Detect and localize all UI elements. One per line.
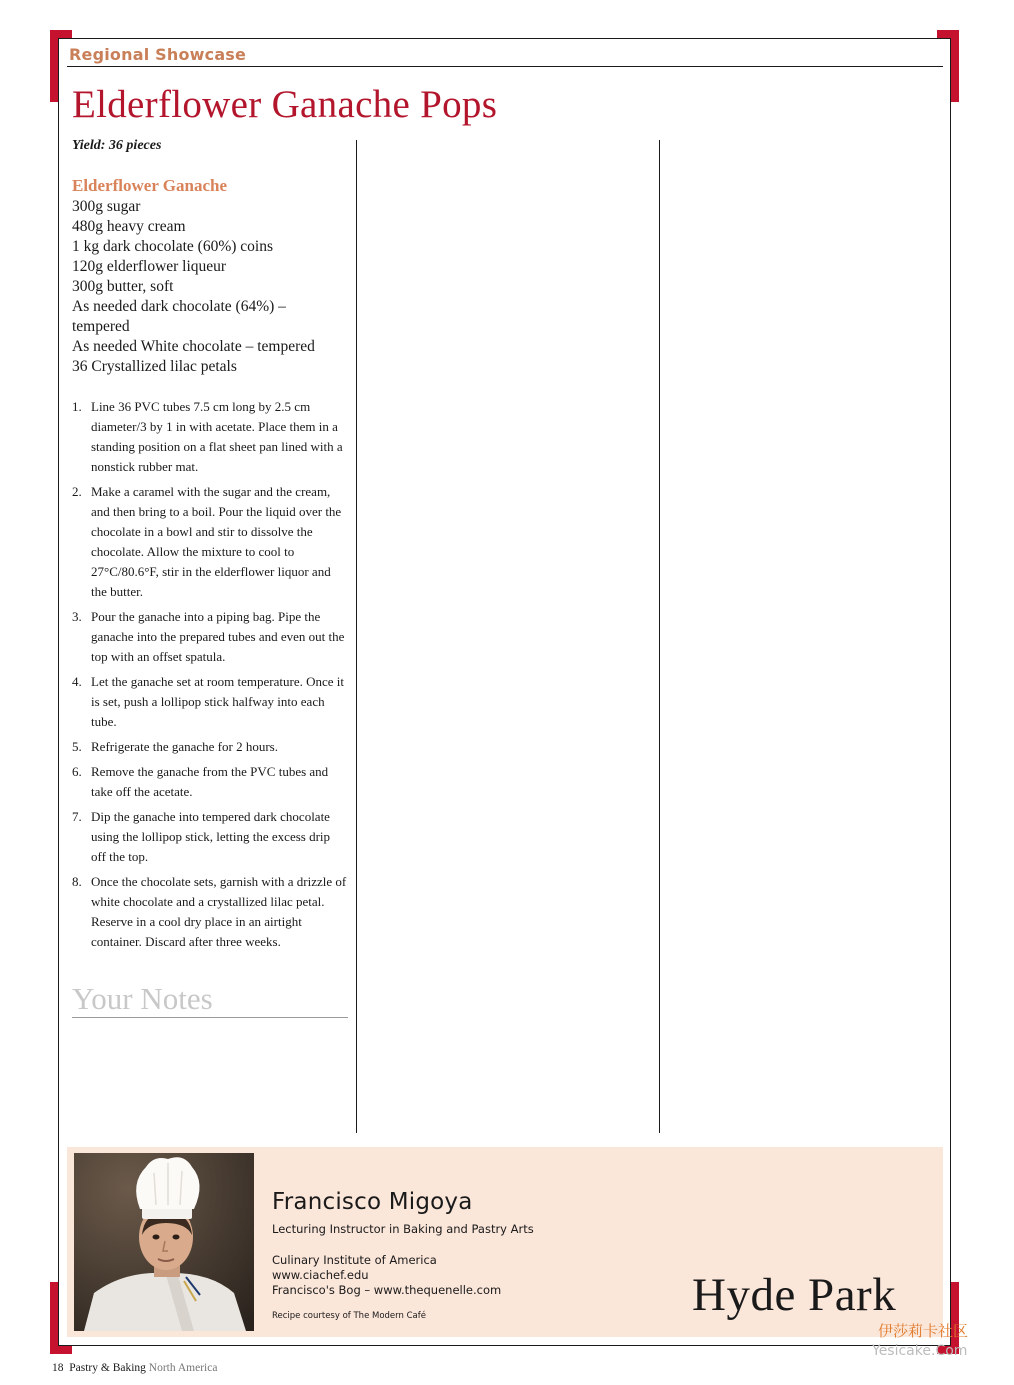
ingredient-item: As needed White chocolate – tempered <box>72 338 315 355</box>
chef-website-link[interactable]: www.ciachef.edu <box>272 1268 369 1282</box>
publication-name: Pastry & Baking <box>69 1362 146 1374</box>
notes-heading: Your Notes <box>72 981 213 1016</box>
ingredient-item: 36 Crystallized lilac petals <box>72 358 237 375</box>
section-label: Regional Showcase <box>69 45 247 64</box>
ingredient-item: 1 kg dark chocolate (60%) coins <box>72 238 274 255</box>
step-text: Pour the ganache into a piping bag. Pipe the ganache into the prepared tubes and even out the top with an offset spatula. <box>91 609 345 664</box>
step-number: 5. <box>72 739 82 754</box>
chef-institution: Culinary Institute of America <box>272 1253 437 1267</box>
watermark-chinese: 伊莎莉卡社区 <box>878 1322 969 1340</box>
step-text: Remove the ganache from the PVC tubes and take off the acetate. <box>91 764 329 799</box>
recipe-yield: Yield: 36 pieces <box>72 138 162 153</box>
recipe-credit: Recipe courtesy of The Modern Café <box>272 1311 426 1321</box>
chef-photo <box>74 1153 254 1331</box>
method-step <box>72 737 348 757</box>
corner-mark-bottom-left-vertical <box>50 1282 58 1354</box>
step-text: Line 36 PVC tubes 7.5 cm long by 2.5 cm diameter/3 by 1 in with acetate. Place them in a standing position on a flat sheet pan lined with a nonstick rubber mat. <box>91 399 343 474</box>
corner-mark-top-left-vertical <box>50 30 58 102</box>
watermark-english: Yesicake.Com <box>872 1343 968 1359</box>
method-step <box>72 397 348 477</box>
method-step <box>72 482 348 602</box>
column-divider-1 <box>356 140 357 1133</box>
chef-role: Lecturing Instructor in Baking and Pastry Arts <box>272 1222 534 1236</box>
method-step <box>72 872 348 952</box>
method-step <box>72 607 348 667</box>
step-number: 2. <box>72 484 82 499</box>
publication-suffix: North America <box>148 1362 218 1374</box>
ingredients-heading: Elderflower Ganache <box>72 176 228 195</box>
section-rule <box>67 66 943 67</box>
step-text: Dip the ganache into tempered dark chocolate using the lollipop stick, letting the excess drip off the top. <box>91 809 331 864</box>
ingredient-item: tempered <box>72 318 130 335</box>
ingredient-item: 120g elderflower liqueur <box>72 258 227 275</box>
notes-rule <box>72 1017 348 1018</box>
page-folio <box>52 1362 217 1374</box>
page-number: 18 <box>52 1362 64 1374</box>
step-text: Make a caramel with the sugar and the cream, and then bring to a boil. Pour the liquid over the chocolate in a bowl and stir to dissolve the chocolate. Allow the mixture to cool to 27°C/80.6°F, stir in the elderflower liquor and the butter. <box>91 484 342 599</box>
step-number: 6. <box>72 764 82 779</box>
corner-mark-top-right-vertical <box>951 30 959 102</box>
step-number: 4. <box>72 674 82 689</box>
step-text: Refrigerate the ganache for 2 hours. <box>91 739 278 754</box>
step-number: 7. <box>72 809 82 824</box>
method-steps <box>72 397 348 957</box>
ingredient-item: 300g butter, soft <box>72 278 174 295</box>
ingredient-list <box>72 197 352 377</box>
chef-name: Francisco Migoya <box>272 1189 473 1215</box>
ingredient-item: 300g sugar <box>72 198 141 215</box>
step-text: Once the chocolate sets, garnish with a drizzle of white chocolate and a crystallized lilac petal. Reserve in a cool dry place in an airtight container. Discard after three weeks. <box>91 874 347 949</box>
ingredient-item: As needed dark chocolate (64%) – <box>72 298 286 315</box>
chef-portrait-illustration <box>74 1153 254 1331</box>
column-divider-2 <box>659 140 660 1133</box>
chef-blog-link[interactable]: Francisco's Bog – www.thequenelle.com <box>272 1283 502 1297</box>
location-name: Hyde Park <box>692 1269 897 1321</box>
method-step <box>72 672 348 732</box>
step-number: 1. <box>72 399 82 414</box>
step-text: Let the ganache set at room temperature. Once it is set, push a lollipop stick halfway into each tube. <box>91 674 345 729</box>
step-number: 8. <box>72 874 82 889</box>
method-step <box>72 807 348 867</box>
step-number: 3. <box>72 609 82 624</box>
recipe-title: Elderflower Ganache Pops <box>72 83 498 126</box>
ingredient-item: 480g heavy cream <box>72 218 186 235</box>
method-step <box>72 762 348 802</box>
